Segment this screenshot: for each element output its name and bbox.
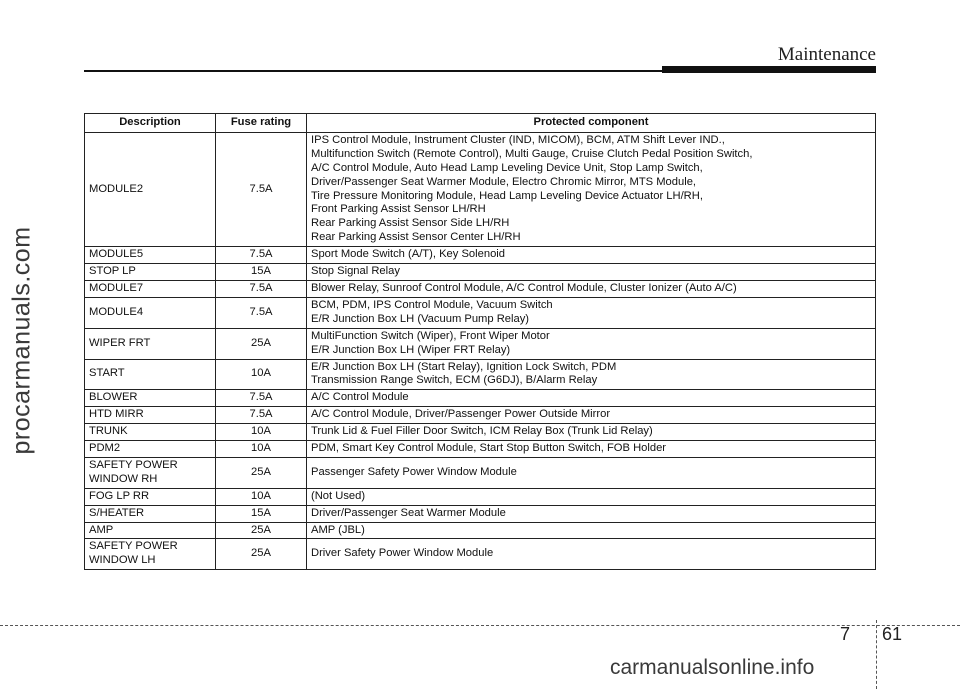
component-line: A/C Control Module, Auto Head Lamp Leveling Device Unit, Stop Lamp Switch, <box>311 161 703 174</box>
cell-description <box>85 441 216 458</box>
cell-protected-component <box>307 407 876 424</box>
cell-description <box>85 280 216 297</box>
table-row <box>85 132 876 246</box>
cell-description <box>85 264 216 281</box>
component-line: BCM, PDM, IPS Control Module, Vacuum Switch <box>311 298 553 311</box>
description-line: HTD MIRR <box>89 408 144 421</box>
cell-protected-component <box>307 522 876 539</box>
component-line: Front Parking Assist Sensor LH/RH <box>311 203 486 216</box>
table-row <box>85 359 876 390</box>
cell-fuse-rating: 10A <box>216 359 307 390</box>
description-line: S/HEATER <box>89 506 145 519</box>
component-line: Driver/Passenger Seat Warmer Module <box>311 506 506 519</box>
section-title: Maintenance <box>777 44 876 65</box>
side-watermark <box>2 100 42 580</box>
description-line: SAFETY POWER <box>89 540 178 553</box>
description-line: FOG LP RR <box>89 489 150 502</box>
cell-description <box>85 132 216 246</box>
cell-protected-component <box>307 280 876 297</box>
component-line: Tire Pressure Monitoring Module, Head Lamp Leveling Device Actuator LH/RH, <box>311 189 703 202</box>
cell-protected-component <box>307 247 876 264</box>
description-line: STOP LP <box>89 265 136 278</box>
cell-description <box>85 297 216 328</box>
description-line: BLOWER <box>89 391 138 404</box>
bottom-watermark: carmanualsonline.info <box>610 656 815 679</box>
cell-protected-component <box>307 264 876 281</box>
cell-protected-component <box>307 441 876 458</box>
table-row <box>85 488 876 505</box>
cell-protected-component <box>307 424 876 441</box>
description-line: WIPER FRT <box>89 336 151 349</box>
cell-fuse-rating: 25A <box>216 539 307 570</box>
component-line: Rear Parking Assist Sensor Side LH/RH <box>311 217 510 230</box>
cell-protected-component <box>307 132 876 246</box>
component-line: Passenger Safety Power Window Module <box>311 465 517 478</box>
description-line: MODULE5 <box>89 248 144 261</box>
description-line: START <box>89 367 125 380</box>
component-line: Transmission Range Switch, ECM (G6DJ), B/Alarm Relay <box>311 374 598 387</box>
component-line: PDM, Smart Key Control Module, Start Stop Button Switch, FOB Holder <box>311 442 667 455</box>
description-line: TRUNK <box>89 425 128 438</box>
cell-description <box>85 539 216 570</box>
description-line: WINDOW LH <box>89 554 156 567</box>
component-line: Rear Parking Assist Sensor Center LH/RH <box>311 231 521 244</box>
description-line: MODULE2 <box>89 182 144 195</box>
header-description: Description <box>85 114 216 133</box>
component-line: IPS Control Module, Instrument Cluster (IND, MICOM), BCM, ATM Shift Lever IND., <box>311 133 725 146</box>
table-row <box>85 505 876 522</box>
component-line: A/C Control Module <box>311 391 409 404</box>
table-row <box>85 264 876 281</box>
cell-fuse-rating: 15A <box>216 264 307 281</box>
table-row <box>85 247 876 264</box>
component-line: Sport Mode Switch (A/T), Key Solenoid <box>311 248 506 261</box>
cell-description <box>85 424 216 441</box>
cell-fuse-rating: 7.5A <box>216 247 307 264</box>
table-row <box>85 539 876 570</box>
cell-description <box>85 407 216 424</box>
component-line: AMP (JBL) <box>311 523 365 536</box>
component-line: E/R Junction Box LH (Wiper FRT Relay) <box>311 343 511 356</box>
table-row <box>85 328 876 359</box>
description-line: MODULE4 <box>89 305 144 318</box>
cell-protected-component <box>307 390 876 407</box>
table-row <box>85 297 876 328</box>
cell-description <box>85 522 216 539</box>
cell-fuse-rating: 7.5A <box>216 132 307 246</box>
component-line: Driver Safety Power Window Module <box>311 547 494 560</box>
cell-protected-component <box>307 505 876 522</box>
cell-fuse-rating: 25A <box>216 457 307 488</box>
chapter-number: 7 <box>840 624 851 644</box>
table-row <box>85 390 876 407</box>
page-number: 61 <box>882 624 903 644</box>
footer-rule <box>0 625 960 626</box>
side-watermark-text: procarmanuals.com <box>7 225 36 455</box>
component-line: Trunk Lid & Fuel Filler Door Switch, ICM Relay Box (Trunk Lid Relay) <box>311 425 653 438</box>
cell-protected-component <box>307 488 876 505</box>
component-line: Driver/Passenger Seat Warmer Module, Electro Chromic Mirror, MTS Module, <box>311 175 697 188</box>
component-line: MultiFunction Switch (Wiper), Front Wiper Motor <box>311 329 550 342</box>
header-fuse-rating: Fuse rating <box>216 114 307 133</box>
cell-fuse-rating: 7.5A <box>216 390 307 407</box>
cell-description <box>85 505 216 522</box>
cell-description <box>85 488 216 505</box>
cell-protected-component <box>307 539 876 570</box>
cell-description <box>85 359 216 390</box>
cell-fuse-rating: 7.5A <box>216 407 307 424</box>
cell-protected-component <box>307 457 876 488</box>
table-row <box>85 280 876 297</box>
cell-protected-component <box>307 297 876 328</box>
footer-vertical-rule <box>876 620 877 689</box>
cell-fuse-rating: 7.5A <box>216 297 307 328</box>
description-line: WINDOW RH <box>89 472 158 485</box>
cell-protected-component <box>307 359 876 390</box>
header-rule-thick <box>662 66 876 73</box>
cell-fuse-rating: 10A <box>216 424 307 441</box>
cell-fuse-rating: 15A <box>216 505 307 522</box>
component-line: (Not Used) <box>311 489 366 502</box>
table-row <box>85 441 876 458</box>
header-protected-component: Protected component <box>307 114 876 133</box>
table-row <box>85 457 876 488</box>
header-rule-thin <box>84 70 662 72</box>
component-line: Stop Signal Relay <box>311 265 400 278</box>
component-line: E/R Junction Box LH (Start Relay), Ignition Lock Switch, PDM <box>311 360 617 373</box>
component-line: E/R Junction Box LH (Vacuum Pump Relay) <box>311 312 530 325</box>
fuse-table <box>84 113 876 570</box>
cell-description <box>85 328 216 359</box>
cell-description <box>85 247 216 264</box>
component-line: A/C Control Module, Driver/Passenger Power Outside Mirror <box>311 408 611 421</box>
description-line: AMP <box>89 523 114 536</box>
table-row <box>85 522 876 539</box>
description-line: MODULE7 <box>89 281 144 294</box>
cell-fuse-rating: 10A <box>216 488 307 505</box>
cell-description <box>85 457 216 488</box>
cell-fuse-rating: 25A <box>216 328 307 359</box>
cell-protected-component <box>307 328 876 359</box>
description-line: SAFETY POWER <box>89 458 178 471</box>
component-line: Blower Relay, Sunroof Control Module, A/C Control Module, Cluster Ionizer (Auto A/C) <box>311 281 737 294</box>
component-line: Multifunction Switch (Remote Control), Multi Gauge, Cruise Clutch Pedal Position Switch, <box>311 147 753 160</box>
table-row <box>85 407 876 424</box>
fuse-table-body <box>85 132 876 569</box>
description-line: PDM2 <box>89 442 121 455</box>
cell-fuse-rating: 25A <box>216 522 307 539</box>
cell-fuse-rating: 10A <box>216 441 307 458</box>
table-row <box>85 424 876 441</box>
cell-fuse-rating: 7.5A <box>216 280 307 297</box>
table-header-row <box>85 114 876 133</box>
cell-description <box>85 390 216 407</box>
